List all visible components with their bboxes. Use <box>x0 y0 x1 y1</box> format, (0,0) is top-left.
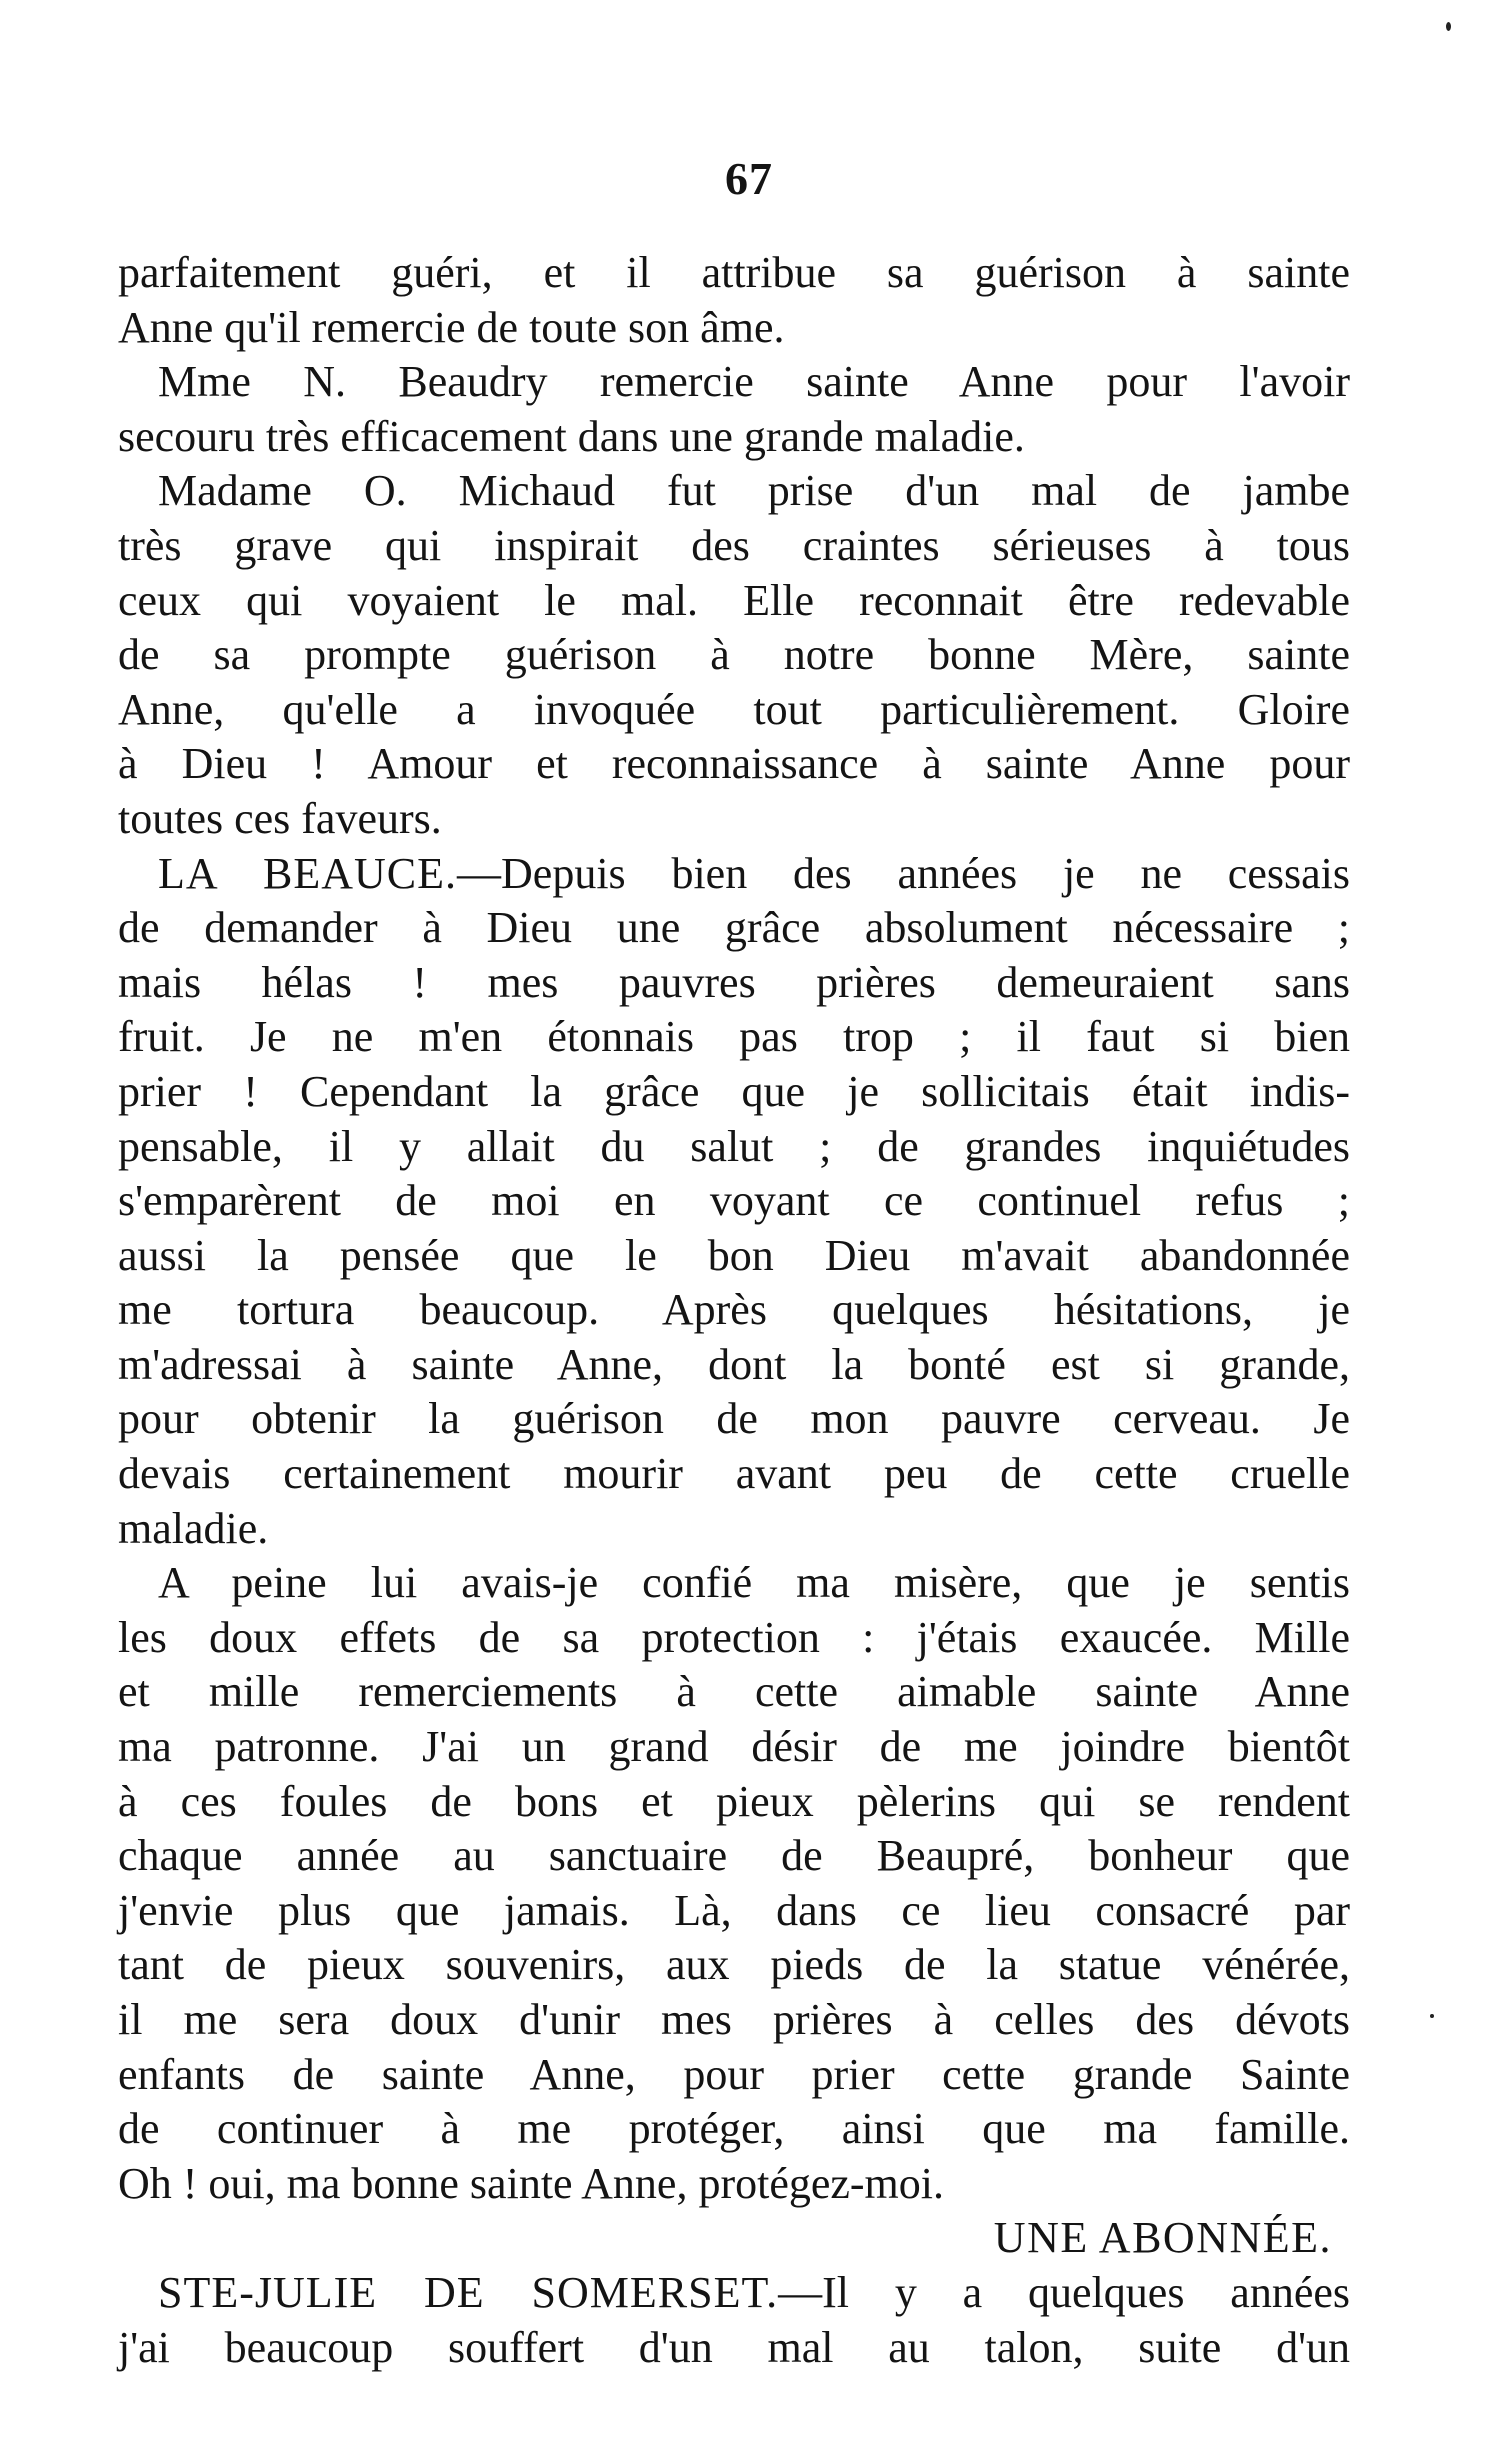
text-segment: —Depuis bien des années je ne cessais <box>457 848 1350 898</box>
text-line <box>118 1993 1350 2048</box>
text-line <box>118 628 1350 683</box>
body-text <box>118 246 1350 2375</box>
text-segment: de continuer à me protéger, ainsi que ma famille. <box>118 2104 1350 2154</box>
text-segment: s'emparèrent de moi en voyant ce continuel refus ; <box>118 1176 1350 1226</box>
text-line <box>118 1665 1350 1720</box>
text-line <box>118 1556 1350 1611</box>
text-line <box>118 1010 1350 1065</box>
text-segment: m'adressai à sainte Anne, dont la bonté est si grande, <box>118 1339 1350 1389</box>
text-segment: à ces foules de bons et pieux pèlerins qui se rendent <box>118 1776 1350 1826</box>
text-segment: A peine lui avais-je confié ma misère, que je sentis <box>158 1558 1350 1608</box>
text-segment: à Dieu ! Amour et reconnaissance à sainte Anne pour <box>118 739 1350 789</box>
text-segment: Madame O. Michaud fut prise d'un mal de jambe <box>158 466 1350 516</box>
text-line <box>118 2266 1350 2321</box>
text-line <box>118 1775 1350 1830</box>
section-heading: LA BEAUCE. <box>158 848 458 898</box>
text-line <box>118 1611 1350 1666</box>
text-line <box>118 683 1350 738</box>
text-segment: maladie. <box>118 1503 269 1553</box>
text-segment: prier ! Cependant la grâce que je sollicitais était indis- <box>118 1066 1350 1116</box>
text-segment: mais hélas ! mes pauvres prières demeuraient sans <box>118 957 1350 1007</box>
text-line <box>118 901 1350 956</box>
text-line <box>118 246 1350 301</box>
text-line <box>118 1447 1350 1502</box>
text-segment: pensable, il y allait du salut ; de grandes inquiétudes <box>118 1121 1350 1171</box>
signature: UNE ABONNÉE. <box>993 2213 1332 2263</box>
text-line <box>118 1174 1350 1229</box>
page-number: 67 <box>725 153 773 204</box>
text-line <box>118 2157 1350 2212</box>
text-line <box>118 1502 1350 1557</box>
ink-speck <box>1430 2014 1434 2018</box>
text-segment: de sa prompte guérison à notre bonne Mère, sainte <box>118 630 1350 680</box>
text-line <box>118 1338 1350 1393</box>
text-line <box>118 2102 1350 2157</box>
text-line <box>118 301 1350 356</box>
text-segment: devais certainement mourir avant peu de cette cruelle <box>118 1449 1350 1499</box>
text-line <box>118 410 1350 465</box>
text-segment: j'ai beaucoup souffert d'un mal au talon, suite d'un <box>118 2322 1350 2372</box>
text-line <box>118 2048 1350 2103</box>
text-line <box>118 1229 1350 1284</box>
text-segment: pour obtenir la guérison de mon pauvre cerveau. Je <box>118 1394 1350 1444</box>
text-segment: les doux effets de sa protection : j'étais exaucée. Mille <box>118 1612 1350 1662</box>
text-segment: Anne qu'il remercie de toute son âme. <box>118 302 785 352</box>
text-segment: ma patronne. J'ai un grand désir de me joindre bientôt <box>118 1722 1350 1772</box>
text-segment: me tortura beaucoup. Après quelques hésitations, je <box>118 1285 1350 1335</box>
text-segment: Mme N. Beaudry remercie sainte Anne pour l'avoir <box>158 357 1350 407</box>
text-segment: —Il y a quelques années <box>778 2267 1351 2317</box>
text-segment: secouru très efficacement dans une grande maladie. <box>118 411 1025 461</box>
text-line <box>118 737 1350 792</box>
text-line <box>118 1938 1350 1993</box>
text-segment: Oh ! oui, ma bonne sainte Anne, protégez-moi. <box>118 2158 945 2208</box>
text-line <box>118 792 1350 847</box>
text-line <box>118 574 1350 629</box>
text-segment: et mille remerciements à cette aimable sainte Anne <box>118 1667 1350 1717</box>
text-line <box>118 1283 1350 1338</box>
text-line <box>118 956 1350 1011</box>
text-line <box>118 1884 1350 1939</box>
section-heading: STE-JULIE DE SOMERSET. <box>158 2267 779 2317</box>
text-segment: tant de pieux souvenirs, aux pieds de la statue vénérée, <box>118 1940 1350 1990</box>
text-line <box>118 1720 1350 1775</box>
text-segment: j'envie plus que jamais. Là, dans ce lieu consacré par <box>118 1885 1350 1935</box>
text-line <box>118 355 1350 410</box>
text-segment: ceux qui voyaient le mal. Elle reconnait être redevable <box>118 575 1350 625</box>
text-segment: fruit. Je ne m'en étonnais pas trop ; il faut si bien <box>118 1012 1350 1062</box>
text-segment: toutes ces faveurs. <box>118 793 442 843</box>
text-segment: chaque année au sanctuaire de Beaupré, bonheur que <box>118 1831 1350 1881</box>
text-line <box>118 2211 1350 2266</box>
text-segment: il me sera doux d'unir mes prières à celles des dévots <box>118 1995 1350 2044</box>
text-line <box>118 464 1350 519</box>
ink-speck <box>1446 22 1451 31</box>
text-segment: enfants de sainte Anne, pour prier cette grande Sainte <box>118 2049 1350 2099</box>
text-line <box>118 847 1350 902</box>
text-line <box>118 1120 1350 1175</box>
text-segment: Anne, qu'elle a invoquée tout particulièrement. Gloire <box>118 684 1350 734</box>
text-line <box>118 1392 1350 1447</box>
text-line <box>118 1065 1350 1120</box>
text-line <box>118 519 1350 574</box>
text-line <box>118 1829 1350 1884</box>
text-segment: très grave qui inspirait des craintes sérieuses à tous <box>118 520 1350 570</box>
text-segment: de demander à Dieu une grâce absolument nécessaire ; <box>118 903 1350 953</box>
text-line <box>118 2321 1350 2376</box>
text-segment: parfaitement guéri, et il attribue sa guérison à sainte <box>118 248 1350 297</box>
text-segment: aussi la pensée que le bon Dieu m'avait abandonnée <box>118 1230 1350 1280</box>
